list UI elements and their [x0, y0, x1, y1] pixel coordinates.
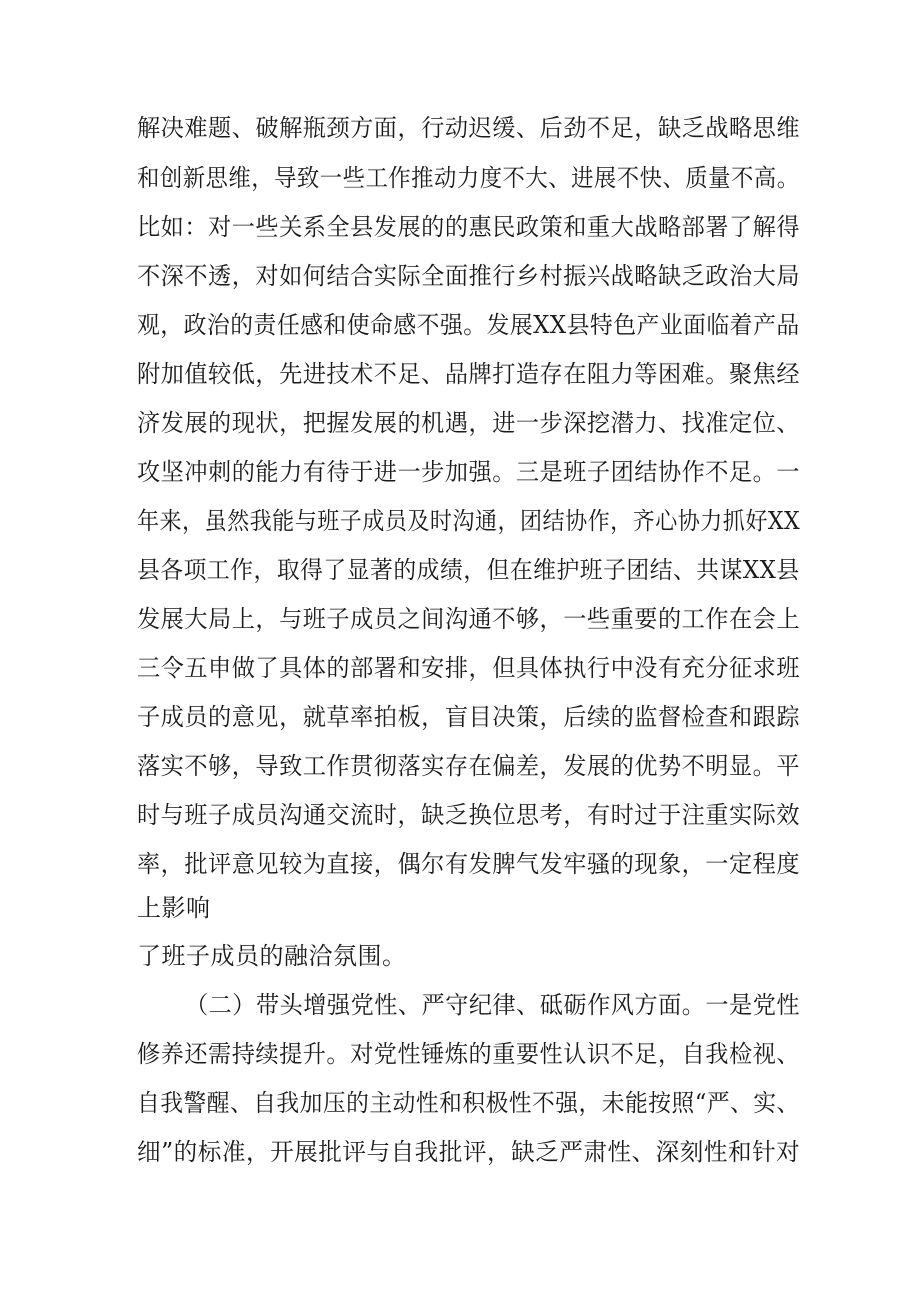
body-line: 时与班子成员沟通交流时，缺乏换位思考，有时过于注重实际效 — [137, 801, 801, 829]
body-line: 修养还需持续提升。对党性锤炼的重要性认识不足，自我检视、 — [137, 1040, 801, 1068]
body-line: 落实不够，导致工作贯彻落实存在偏差，发展的优势不明显。平 — [137, 752, 801, 780]
body-line: 子成员的意见，就草率拍板，盲目决策，后续的监督检查和跟踪 — [137, 703, 801, 731]
body-line: 比如：对一些关系全县发展的的惠民政策和重大战略部署了解得 — [137, 213, 801, 241]
body-line: 攻坚冲刺的能力有待于进一步加强。三是班子团结协作不足。一 — [137, 458, 801, 486]
body-line: 县各项工作，取得了显著的成绩，但在维护班子团结、共谋XX县 — [137, 556, 800, 584]
body-line: 观，政治的责任感和使命感不强。发展XX县特色产业面临着产品 — [137, 311, 800, 339]
body-line: 附加值较低，先进技术不足、品牌打造存在阻力等困难。聚焦经 — [137, 360, 801, 388]
body-line: 解决难题、破解瓶颈方面，行动迟缓、后劲不足，缺乏战略思维 — [137, 114, 801, 142]
section-heading-line: （二）带头增强党性、严守纪律、砥砺作风方面。一是党性 — [185, 991, 801, 1019]
body-line: 济发展的现状，把握发展的机遇，进一步深挖潜力、找准定位、 — [137, 409, 801, 437]
body-line: 年来，虽然我能与班子成员及时沟通，团结协作，齐心协力抓好XX — [137, 507, 801, 535]
body-line: 了班子成员的融洽氛围。 — [137, 942, 407, 970]
body-line: 和创新思维，导致一些工作推动力度不大、进展不快、质量不高。 — [137, 164, 800, 192]
body-line: 细”的标准，开展批评与自我批评，缺乏严肃性、深刻性和针对 — [137, 1138, 801, 1166]
body-line: 自我警醒、自我加压的主动性和积极性不强，未能按照“严、实、 — [137, 1089, 800, 1117]
body-line: 三令五申做了具体的部署和安排，但具体执行中没有充分征求班 — [137, 654, 801, 682]
body-line: 上影响 — [137, 894, 211, 922]
body-line: 率，批评意见较为直接，偶尔有发脾气发牢骚的现象，一定程度 — [137, 850, 801, 878]
body-line: 发展大局上，与班子成员之间沟通不够，一些重要的工作在会上 — [137, 605, 801, 633]
body-line: 不深不透，对如何结合实际全面推行乡村振兴战略缺乏政治大局 — [137, 262, 801, 290]
